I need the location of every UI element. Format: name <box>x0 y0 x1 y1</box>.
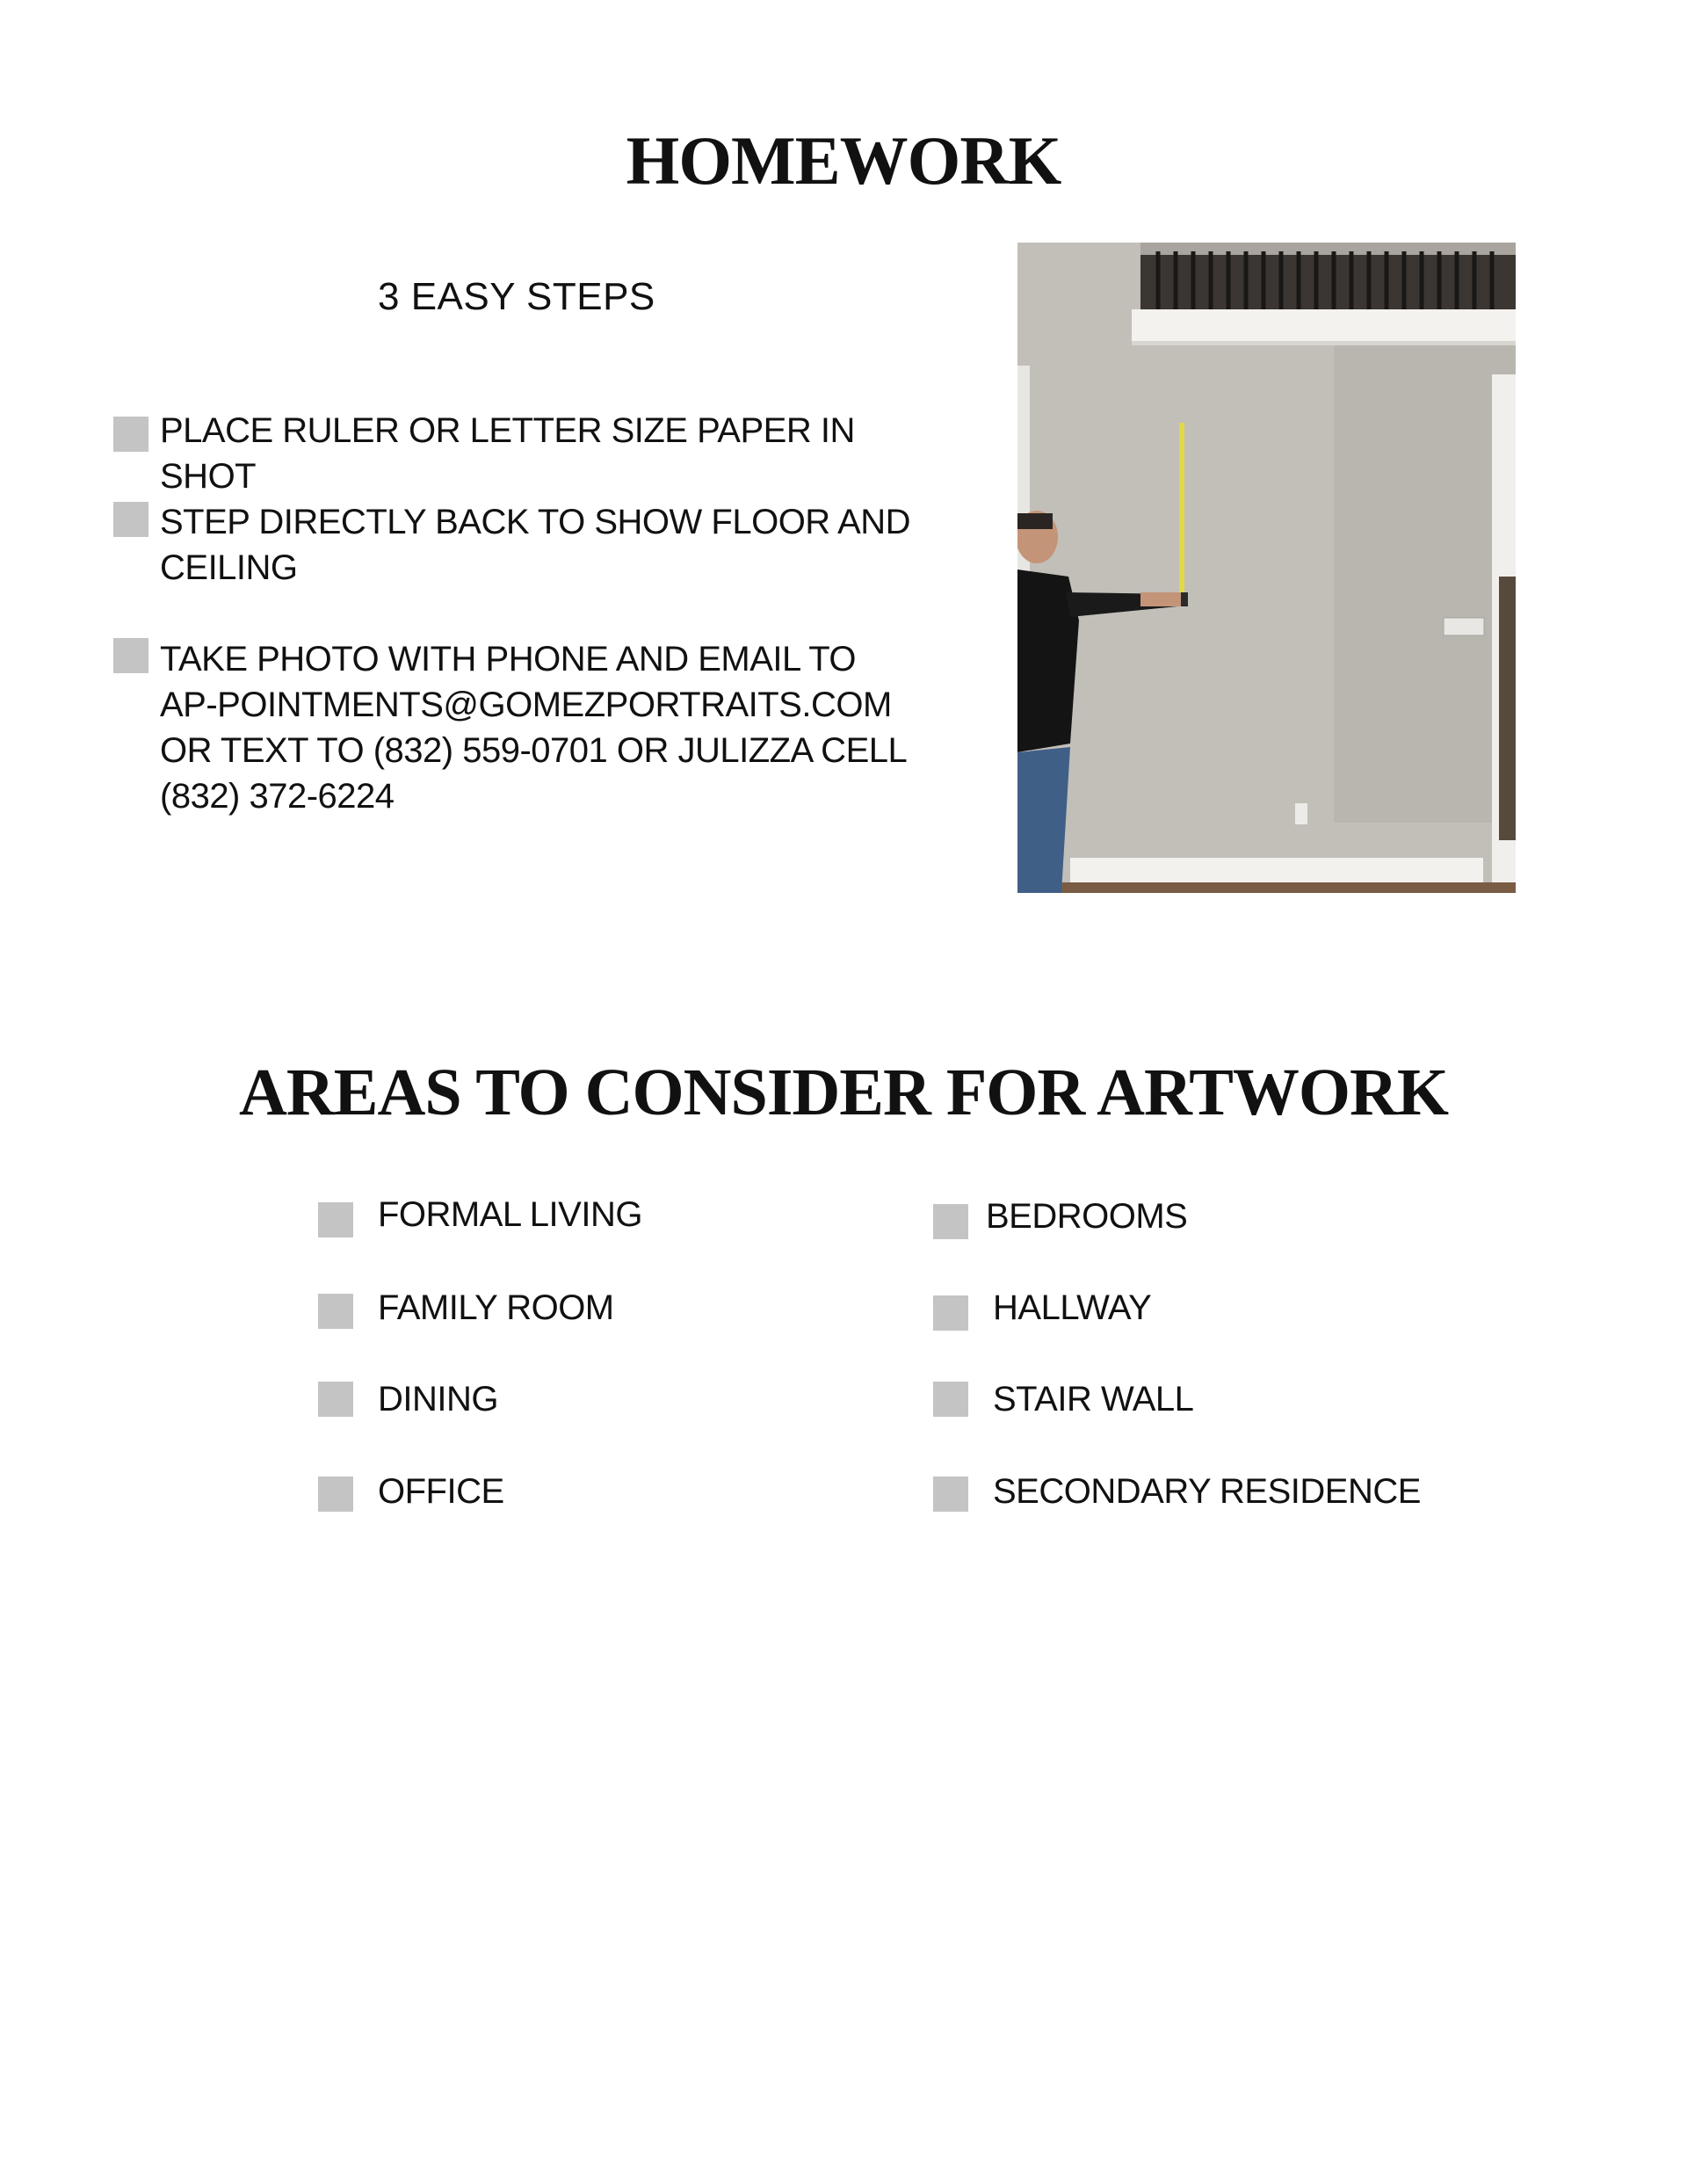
area-bedrooms-label: BEDROOMS <box>986 1197 1188 1236</box>
step-1-text: PLACE RULER OR LETTER SIZE PAPER IN SHOT <box>160 411 855 496</box>
area-formal-living-label: FORMAL LIVING <box>378 1195 642 1234</box>
area-family-room-checkbox[interactable] <box>318 1294 353 1329</box>
area-office-checkbox[interactable] <box>318 1477 353 1512</box>
step-2-text: STEP DIRECTLY BACK TO SHOW FLOOR AND CEILING <box>160 503 911 587</box>
area-stair-wall-label: STAIR WALL <box>993 1380 1194 1419</box>
step-3-checkbox[interactable] <box>113 638 148 673</box>
area-hallway-checkbox[interactable] <box>933 1295 968 1331</box>
area-bedrooms-checkbox[interactable] <box>933 1204 968 1239</box>
area-office-label: OFFICE <box>378 1472 504 1511</box>
steps-subtitle: 3 EASY STEPS <box>378 275 655 318</box>
homework-title: HOMEWORK <box>626 122 1061 199</box>
area-family-room-label: FAMILY ROOM <box>378 1288 614 1327</box>
area-secondary-residence-checkbox[interactable] <box>933 1477 968 1512</box>
areas-title: AREAS TO CONSIDER FOR ARTWORK <box>239 1056 1448 1129</box>
area-hallway-label: HALLWAY <box>993 1288 1152 1327</box>
area-stair-wall-checkbox[interactable] <box>933 1382 968 1417</box>
area-formal-living-checkbox[interactable] <box>318 1202 353 1237</box>
area-dining-checkbox[interactable] <box>318 1382 353 1417</box>
step-2-checkbox[interactable] <box>113 502 148 537</box>
area-secondary-residence-label: SECONDARY RESIDENCE <box>993 1472 1421 1511</box>
area-dining-label: DINING <box>378 1380 498 1419</box>
person-measuring-wall-photo <box>1017 243 1516 893</box>
step-1-checkbox[interactable] <box>113 417 148 452</box>
step-3-text: TAKE PHOTO WITH PHONE AND EMAIL TO AP-POINTMENTS@GOMEZPORTRAITS.COM OR TEXT TO (832) 559-0701 OR JULIZZA CELL (832) 372-6224 <box>160 640 906 816</box>
